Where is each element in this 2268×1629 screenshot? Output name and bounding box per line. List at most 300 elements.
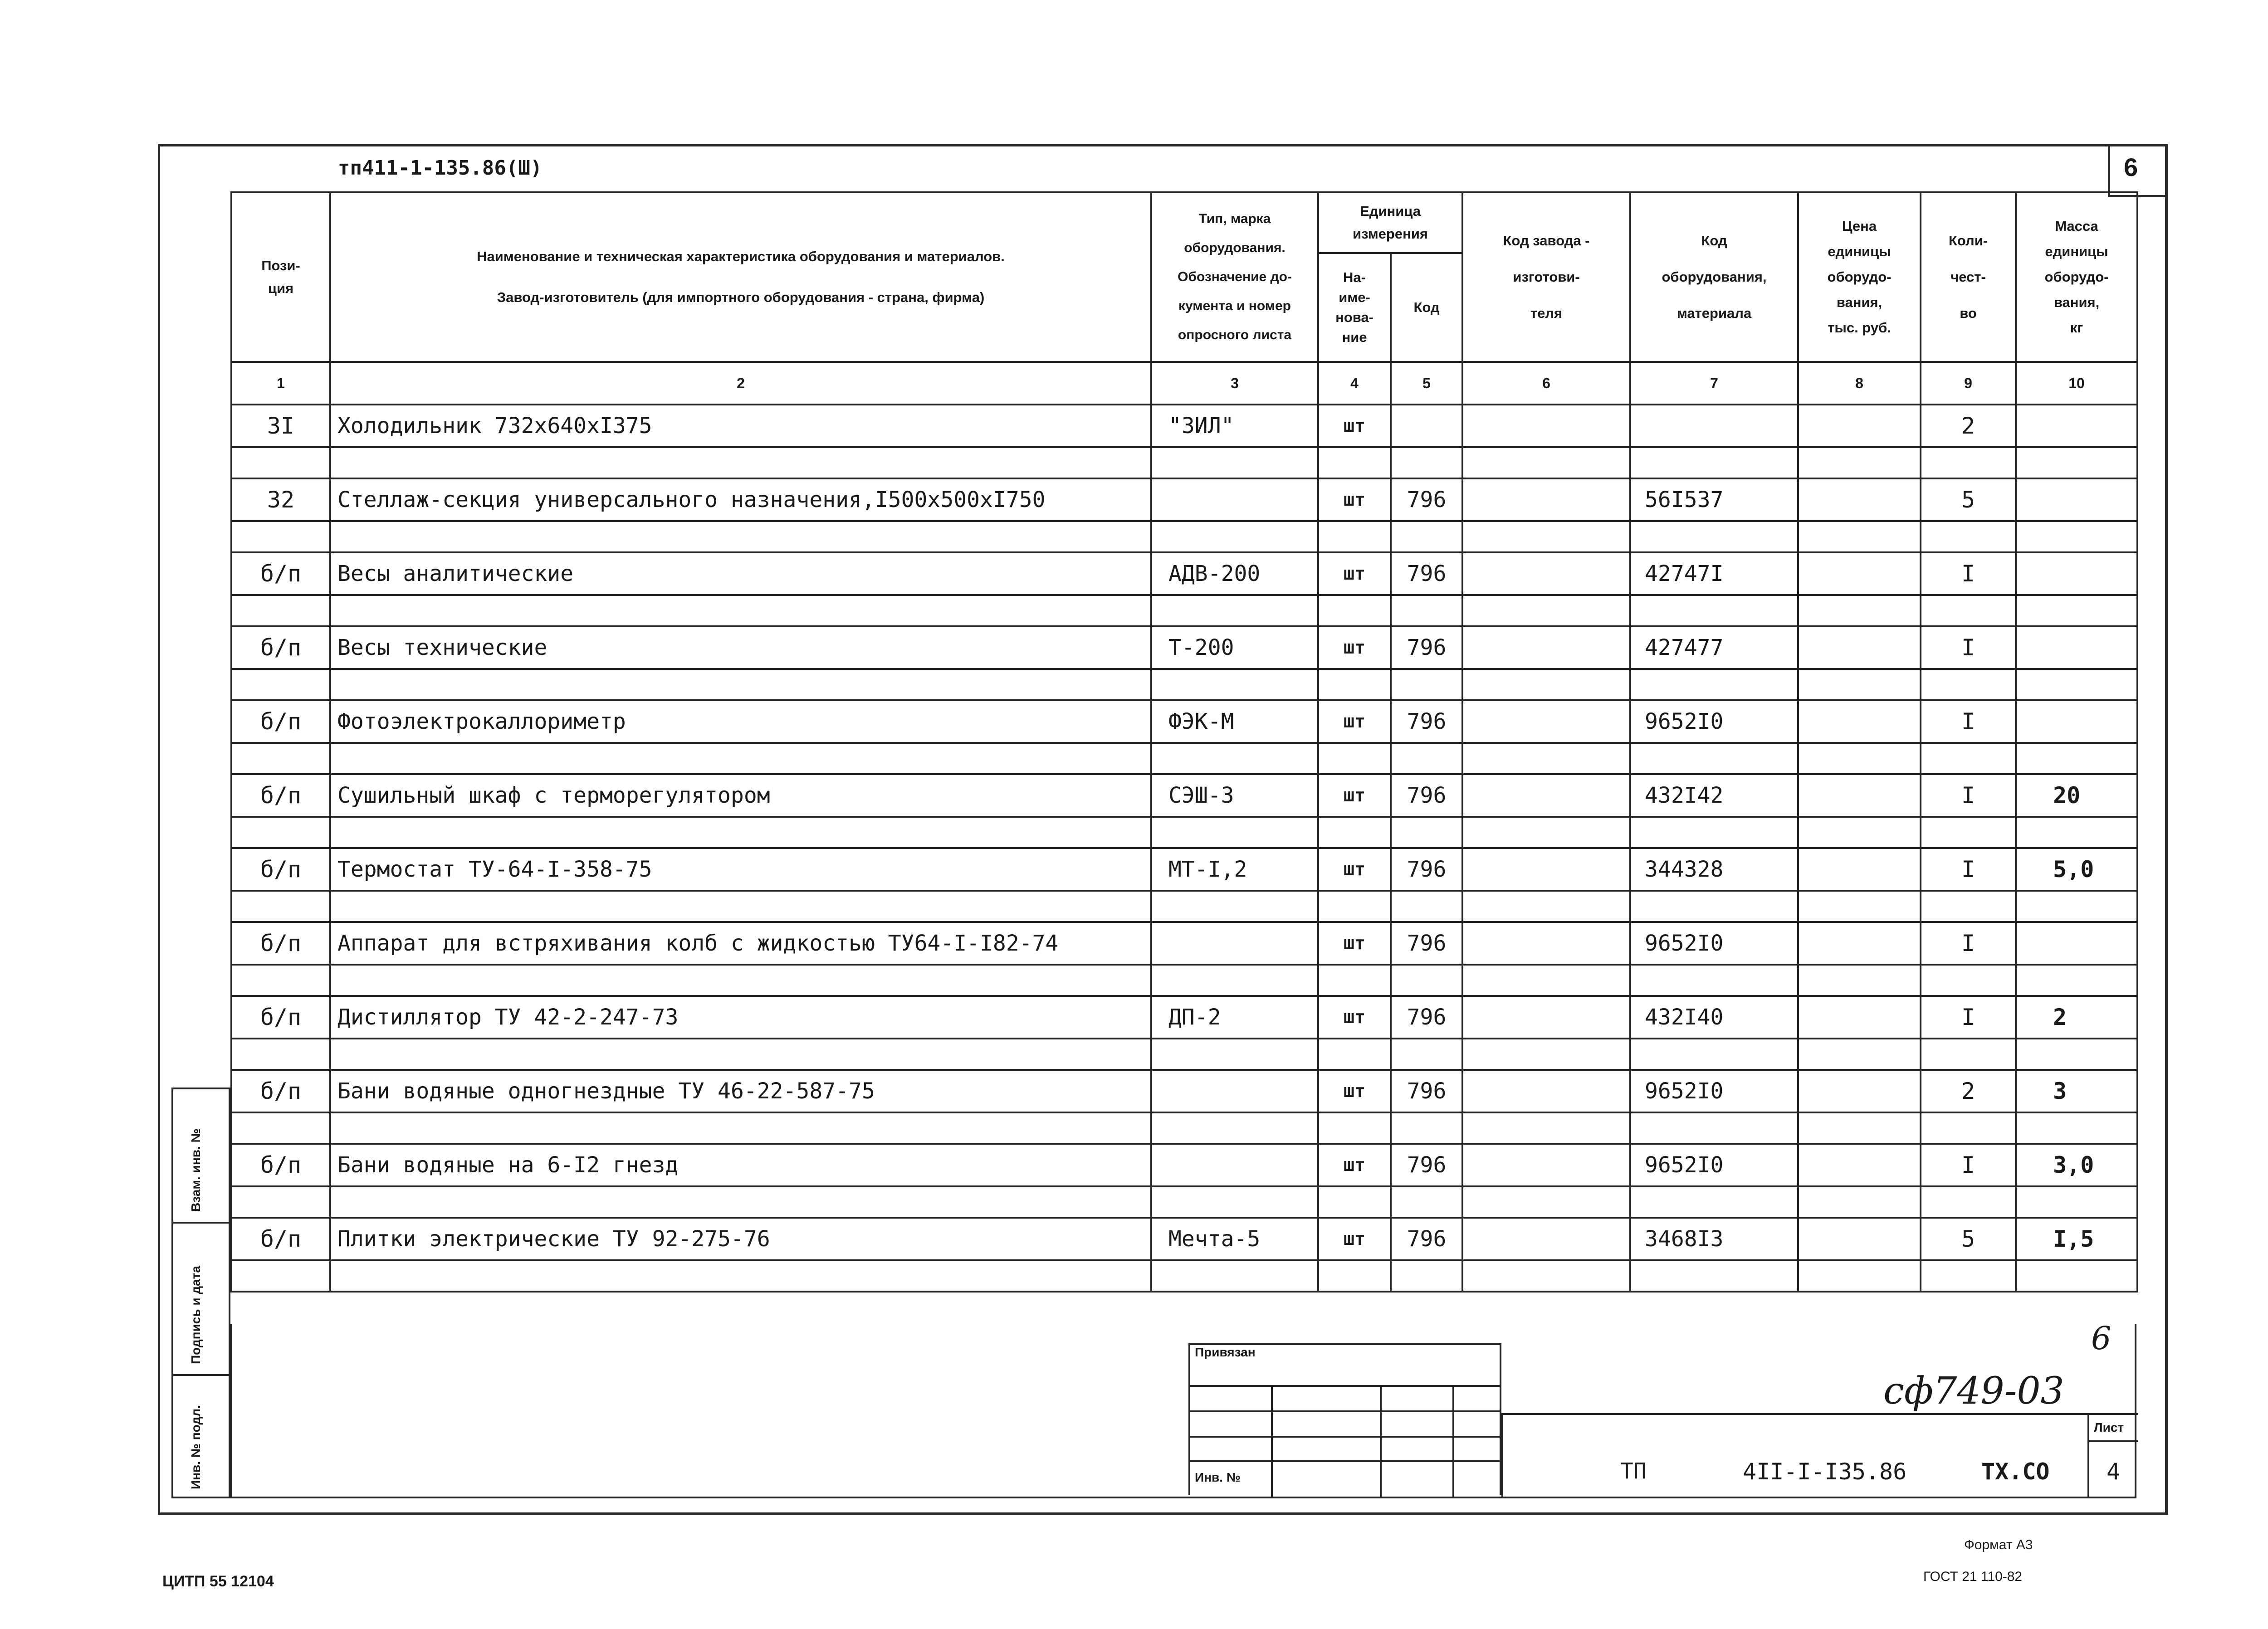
spacer-cell [2016,891,2137,922]
row-type: "ЗИЛ" [1151,405,1318,447]
row-mass [2016,700,2137,743]
row-quantity: 5 [1921,478,2016,521]
table-row [231,774,2137,817]
header-row [231,192,2137,253]
row-unit-code: 796 [1391,1218,1462,1260]
spacer-cell [1391,447,1462,478]
row-quantity: I [1921,700,2016,743]
row-name: Весы аналитические [330,552,1151,595]
spacer-cell [231,743,330,774]
spacer-cell [1921,1039,2016,1070]
row-unit: шт [1318,1144,1391,1186]
spacer-cell [1630,743,1798,774]
table-spacer-row [231,891,2137,922]
spacer-cell [1151,1112,1318,1144]
row-unit-code: 796 [1391,996,1462,1039]
col-number: 5 [1391,362,1462,405]
row-position: б/п [231,774,330,817]
spacer-cell [330,965,1151,996]
row-quantity: I [1921,1144,2016,1186]
row-equipment-code: 9652I0 [1630,922,1798,965]
row-type: АДВ-200 [1151,552,1318,595]
header-quantity: Коли- чест- во [1921,192,2016,362]
row-unit: шт [1318,405,1391,447]
title-block [230,1320,2136,1498]
gost-label: ГОСТ 21 110-82 [1923,1569,2023,1584]
sheet-corner-number: 6 [2124,153,2138,181]
row-quantity: 2 [1921,1070,2016,1112]
spacer-cell [1391,1186,1462,1218]
spacer-cell [1921,521,2016,552]
spacer-cell [1151,1186,1318,1218]
spacer-cell [1921,669,2016,700]
spacer-cell [1318,891,1391,922]
row-unit: шт [1318,922,1391,965]
table-row [231,1070,2137,1112]
tp-label: ТП [1620,1458,1647,1484]
row-factory-code [1462,848,1630,891]
spacer-cell [1318,1112,1391,1144]
row-unit-code: 796 [1391,1070,1462,1112]
col-number: 1 [231,362,330,405]
row-price [1798,552,1921,595]
spacer-cell [1921,743,2016,774]
row-type: СЭШ-3 [1151,774,1318,817]
row-price [1798,1070,1921,1112]
spacer-cell [1391,595,1462,626]
row-mass: 20 [2016,774,2137,817]
inv-no-label: Инв. № [1195,1470,1241,1484]
spacer-cell [1462,1039,1630,1070]
spacer-cell [2016,817,2137,848]
spacer-cell [231,965,330,996]
spacer-cell [1462,817,1630,848]
row-unit: шт [1318,1070,1391,1112]
spacer-cell [1798,447,1921,478]
row-unit: шт [1318,626,1391,669]
spacer-cell [1630,521,1798,552]
spacer-cell [1798,743,1921,774]
row-position: 3I [231,405,330,447]
row-quantity: I [1921,922,2016,965]
row-unit: шт [1318,552,1391,595]
spacer-cell [330,669,1151,700]
spacer-cell [1921,595,2016,626]
spacer-cell [1462,965,1630,996]
spacer-cell [1921,447,2016,478]
spacer-cell [1391,743,1462,774]
row-mass: I,5 [2016,1218,2137,1260]
spacer-cell [1151,743,1318,774]
spacer-cell [1151,965,1318,996]
table-row [231,1144,2137,1186]
row-name: Стеллаж-секция универсального назначения,I500х500хI750 [330,478,1151,521]
header-factory-code: Код завода - изготови- теля [1462,192,1630,362]
spacer-cell [1151,521,1318,552]
list-label: Лист [2094,1420,2124,1434]
spacer-cell [1630,1186,1798,1218]
spacer-cell [1391,965,1462,996]
spacer-cell [1921,1260,2016,1292]
row-unit: шт [1318,848,1391,891]
row-unit-code: 796 [1391,848,1462,891]
row-position: б/п [231,700,330,743]
spacer-cell [231,1186,330,1218]
row-factory-code [1462,626,1630,669]
spacer-cell [231,1112,330,1144]
row-unit-code: 796 [1391,552,1462,595]
spacer-cell [1462,447,1630,478]
table-row [231,922,2137,965]
spacer-cell [2016,1112,2137,1144]
format-label: Формат А3 [1964,1537,2033,1552]
spacer-cell [330,521,1151,552]
spacer-cell [330,743,1151,774]
row-unit-code: 796 [1391,922,1462,965]
table-spacer-row [231,669,2137,700]
spacer-cell [2016,595,2137,626]
spacer-cell [1391,521,1462,552]
table-spacer-row [231,1039,2137,1070]
spacer-cell [1462,743,1630,774]
row-factory-code [1462,478,1630,521]
spacer-cell [330,1039,1151,1070]
spacer-cell [1318,743,1391,774]
table-row [231,848,2137,891]
row-name: Аппарат для встряхивания колб с жидкостью ТУ64-I-I82-74 [330,922,1151,965]
table-spacer-row [231,1112,2137,1144]
row-type: МТ-I,2 [1151,848,1318,891]
row-equipment-code: 9652I0 [1630,700,1798,743]
row-position: б/п [231,1144,330,1186]
spacer-cell [1391,1039,1462,1070]
row-type: ДП-2 [1151,996,1318,1039]
row-equipment-code: 344328 [1630,848,1798,891]
spacer-cell [1151,817,1318,848]
side-stamp-cell [171,1222,230,1376]
spacer-cell [231,447,330,478]
row-mass [2016,405,2137,447]
spacer-cell [1921,965,2016,996]
row-unit: шт [1318,774,1391,817]
spacer-cell [2016,965,2137,996]
side-label-zam-inv: Взам. инв. № [189,1128,203,1212]
row-quantity: I [1921,996,2016,1039]
row-price [1798,996,1921,1039]
row-quantity: I [1921,774,2016,817]
row-position: 32 [231,478,330,521]
doc-suffix: ТХ.СО [1981,1458,2050,1485]
spacer-cell [1462,1112,1630,1144]
table-row [231,1218,2137,1260]
spacer-cell [1630,817,1798,848]
spacer-cell [1798,1112,1921,1144]
spacer-cell [1462,595,1630,626]
handwritten-code: сф749-03 [1883,1370,2064,1413]
spacer-cell [1318,1260,1391,1292]
row-equipment-code: 3468I3 [1630,1218,1798,1260]
table-spacer-row [231,817,2137,848]
spacer-cell [231,521,330,552]
spacer-cell [2016,1260,2137,1292]
row-factory-code [1462,774,1630,817]
spacer-cell [231,1039,330,1070]
spacer-cell [1318,669,1391,700]
row-quantity: 5 [1921,1218,2016,1260]
row-quantity: 2 [1921,405,2016,447]
spacer-cell [1630,595,1798,626]
spacer-cell [330,1112,1151,1144]
spacer-cell [330,1186,1151,1218]
table-row [231,700,2137,743]
header-name-line1: Наименование и техническая характеристика оборудования и материалов. [477,249,1005,264]
table-row [231,996,2137,1039]
spacer-cell [1391,669,1462,700]
spacer-cell [1462,1260,1630,1292]
row-quantity: I [1921,552,2016,595]
row-equipment-code: 9652I0 [1630,1144,1798,1186]
spacer-cell [2016,1186,2137,1218]
col-number: 9 [1921,362,2016,405]
spacer-cell [1151,1260,1318,1292]
spacer-cell [1630,669,1798,700]
col-number: 3 [1151,362,1318,405]
row-price [1798,405,1921,447]
row-name: Термостат ТУ-64-I-358-75 [330,848,1151,891]
row-unit-code [1391,405,1462,447]
spacer-cell [1318,1039,1391,1070]
table-row [231,478,2137,521]
spacer-cell [2016,743,2137,774]
spacer-cell [1462,891,1630,922]
row-type [1151,1144,1318,1186]
table-spacer-row [231,447,2137,478]
column-number-row [231,362,2137,405]
header-unit-code: Код [1391,253,1462,362]
spacer-cell [1921,1186,2016,1218]
row-unit-code: 796 [1391,1144,1462,1186]
spacer-cell [231,1260,330,1292]
row-mass [2016,626,2137,669]
row-type [1151,1070,1318,1112]
row-position: б/п [231,996,330,1039]
spacer-cell [1151,891,1318,922]
spacer-cell [1798,965,1921,996]
row-unit: шт [1318,996,1391,1039]
row-name: Дистиллятор ТУ 42-2-247-73 [330,996,1151,1039]
row-unit: шт [1318,1218,1391,1260]
row-price [1798,848,1921,891]
row-type: Т-200 [1151,626,1318,669]
spacer-cell [1630,1260,1798,1292]
row-name: Бани водяные на 6-I2 гнезд [330,1144,1151,1186]
header-equipment-code: Код оборудования, материала [1630,192,1798,362]
col-number: 2 [330,362,1151,405]
handwritten-sheet: 6 [2091,1320,2112,1357]
row-name: Плитки электрические ТУ 92-275-76 [330,1218,1151,1260]
header-type: Тип, марка оборудования. Обозначение до- кумента и номер опросного листа [1151,192,1318,362]
spacer-cell [330,891,1151,922]
row-unit: шт [1318,700,1391,743]
spacer-cell [1151,1039,1318,1070]
spacer-cell [330,1260,1151,1292]
header-unit: Единица измерения [1318,192,1462,253]
header-name [330,192,1151,362]
table-spacer-row [231,1260,2137,1292]
spacer-cell [1921,891,2016,922]
row-name: Бани водяные одногнездные ТУ 46-22-587-75 [330,1070,1151,1112]
header-mass: Масса единицы оборудо- вания, кг [2016,192,2137,362]
row-name: Весы технические [330,626,1151,669]
row-position: б/п [231,552,330,595]
row-equipment-code: 56I537 [1630,478,1798,521]
spacer-cell [231,891,330,922]
header-unit-name: На- име- нова- ние [1318,253,1391,362]
row-factory-code [1462,922,1630,965]
spacer-cell [1630,1039,1798,1070]
sheet-number: 4 [2107,1458,2121,1485]
row-factory-code [1462,996,1630,1039]
row-price [1798,922,1921,965]
spacer-cell [2016,669,2137,700]
row-name: Холодильник 732х640хI375 [330,405,1151,447]
row-factory-code [1462,1144,1630,1186]
spacer-cell [1462,521,1630,552]
row-position: б/п [231,848,330,891]
spacer-cell [1151,595,1318,626]
spacer-cell [1318,1186,1391,1218]
table-spacer-row [231,743,2137,774]
spacer-cell [1391,817,1462,848]
spacer-cell [1798,1260,1921,1292]
table-row [231,626,2137,669]
row-position: б/п [231,1070,330,1112]
spacer-cell [1798,817,1921,848]
spacer-cell [1798,669,1921,700]
header-position: Пози- ция [231,192,330,362]
spacer-cell [1391,1260,1462,1292]
row-equipment-code: 432I42 [1630,774,1798,817]
spacer-cell [1318,965,1391,996]
row-name: Фотоэлектрокаллориметр [330,700,1151,743]
sheet-corner-box [2108,144,2165,197]
spacer-cell [231,817,330,848]
equipment-spec-table [230,191,2138,1292]
table-spacer-row [231,521,2137,552]
header-price: Цена единицы оборудо- вания, тыс. руб. [1798,192,1921,362]
spacer-cell [1318,595,1391,626]
row-factory-code [1462,1070,1630,1112]
row-factory-code [1462,700,1630,743]
spacer-cell [1151,447,1318,478]
row-position: б/п [231,626,330,669]
row-mass: 2 [2016,996,2137,1039]
table-row [231,405,2137,447]
row-mass [2016,552,2137,595]
spacer-cell [1798,1186,1921,1218]
spacer-cell [1921,817,2016,848]
row-mass: 3 [2016,1070,2137,1112]
table-body [231,405,2137,1292]
col-number: 6 [1462,362,1630,405]
spacer-cell [1798,521,1921,552]
spacer-cell [1630,447,1798,478]
spacer-cell [231,669,330,700]
row-name: Сушильный шкаф с терморегулятором [330,774,1151,817]
row-type [1151,922,1318,965]
spacer-cell [231,595,330,626]
spacer-cell [1151,669,1318,700]
spacer-cell [1630,1112,1798,1144]
spacer-cell [1921,1112,2016,1144]
row-factory-code [1462,405,1630,447]
row-price [1798,1218,1921,1260]
table-spacer-row [231,1186,2137,1218]
row-quantity: I [1921,626,2016,669]
document-code: тп411-1-135.86(Ш) [338,156,543,180]
row-mass [2016,922,2137,965]
spacer-cell [1318,521,1391,552]
row-price [1798,626,1921,669]
side-stamp [171,1088,230,1498]
row-unit-code: 796 [1391,700,1462,743]
row-equipment-code: 427477 [1630,626,1798,669]
side-label-podpis: Подпись и дата [189,1266,203,1364]
row-equipment-code: 432I40 [1630,996,1798,1039]
spacer-cell [1318,817,1391,848]
row-position: б/п [231,922,330,965]
spacer-cell [1798,891,1921,922]
col-number: 7 [1630,362,1798,405]
row-unit-code: 796 [1391,626,1462,669]
row-unit-code: 796 [1391,478,1462,521]
header-name-line2: Завод-изготовитель (для импортного оборудования - страна, фирма) [497,289,985,305]
spacer-cell [1630,965,1798,996]
col-number: 4 [1318,362,1391,405]
privyazan-label: Привязан [1195,1345,1256,1359]
row-equipment-code: 9652I0 [1630,1070,1798,1112]
spacer-cell [1798,595,1921,626]
row-factory-code [1462,1218,1630,1260]
col-number: 8 [1798,362,1921,405]
spacer-cell [330,447,1151,478]
doc-number: 4II-I-I35.86 [1743,1458,1907,1485]
row-equipment-code: 42747I [1630,552,1798,595]
spacer-cell [1798,1039,1921,1070]
row-type: ФЭК-М [1151,700,1318,743]
row-equipment-code [1630,405,1798,447]
row-price [1798,1144,1921,1186]
row-position: б/п [231,1218,330,1260]
row-quantity: I [1921,848,2016,891]
spacer-cell [1462,669,1630,700]
row-price [1798,700,1921,743]
table-spacer-row [231,595,2137,626]
row-mass: 3,0 [2016,1144,2137,1186]
row-type: Мечта-5 [1151,1218,1318,1260]
side-stamp-cell [171,1088,230,1224]
spacer-cell [1391,891,1462,922]
side-stamp-cell [171,1374,230,1498]
table-spacer-row [231,965,2137,996]
spacer-cell [1391,1112,1462,1144]
spacer-cell [1318,447,1391,478]
row-price [1798,478,1921,521]
col-number: 10 [2016,362,2137,405]
spacer-cell [1630,891,1798,922]
row-price [1798,774,1921,817]
spacer-cell [330,817,1151,848]
